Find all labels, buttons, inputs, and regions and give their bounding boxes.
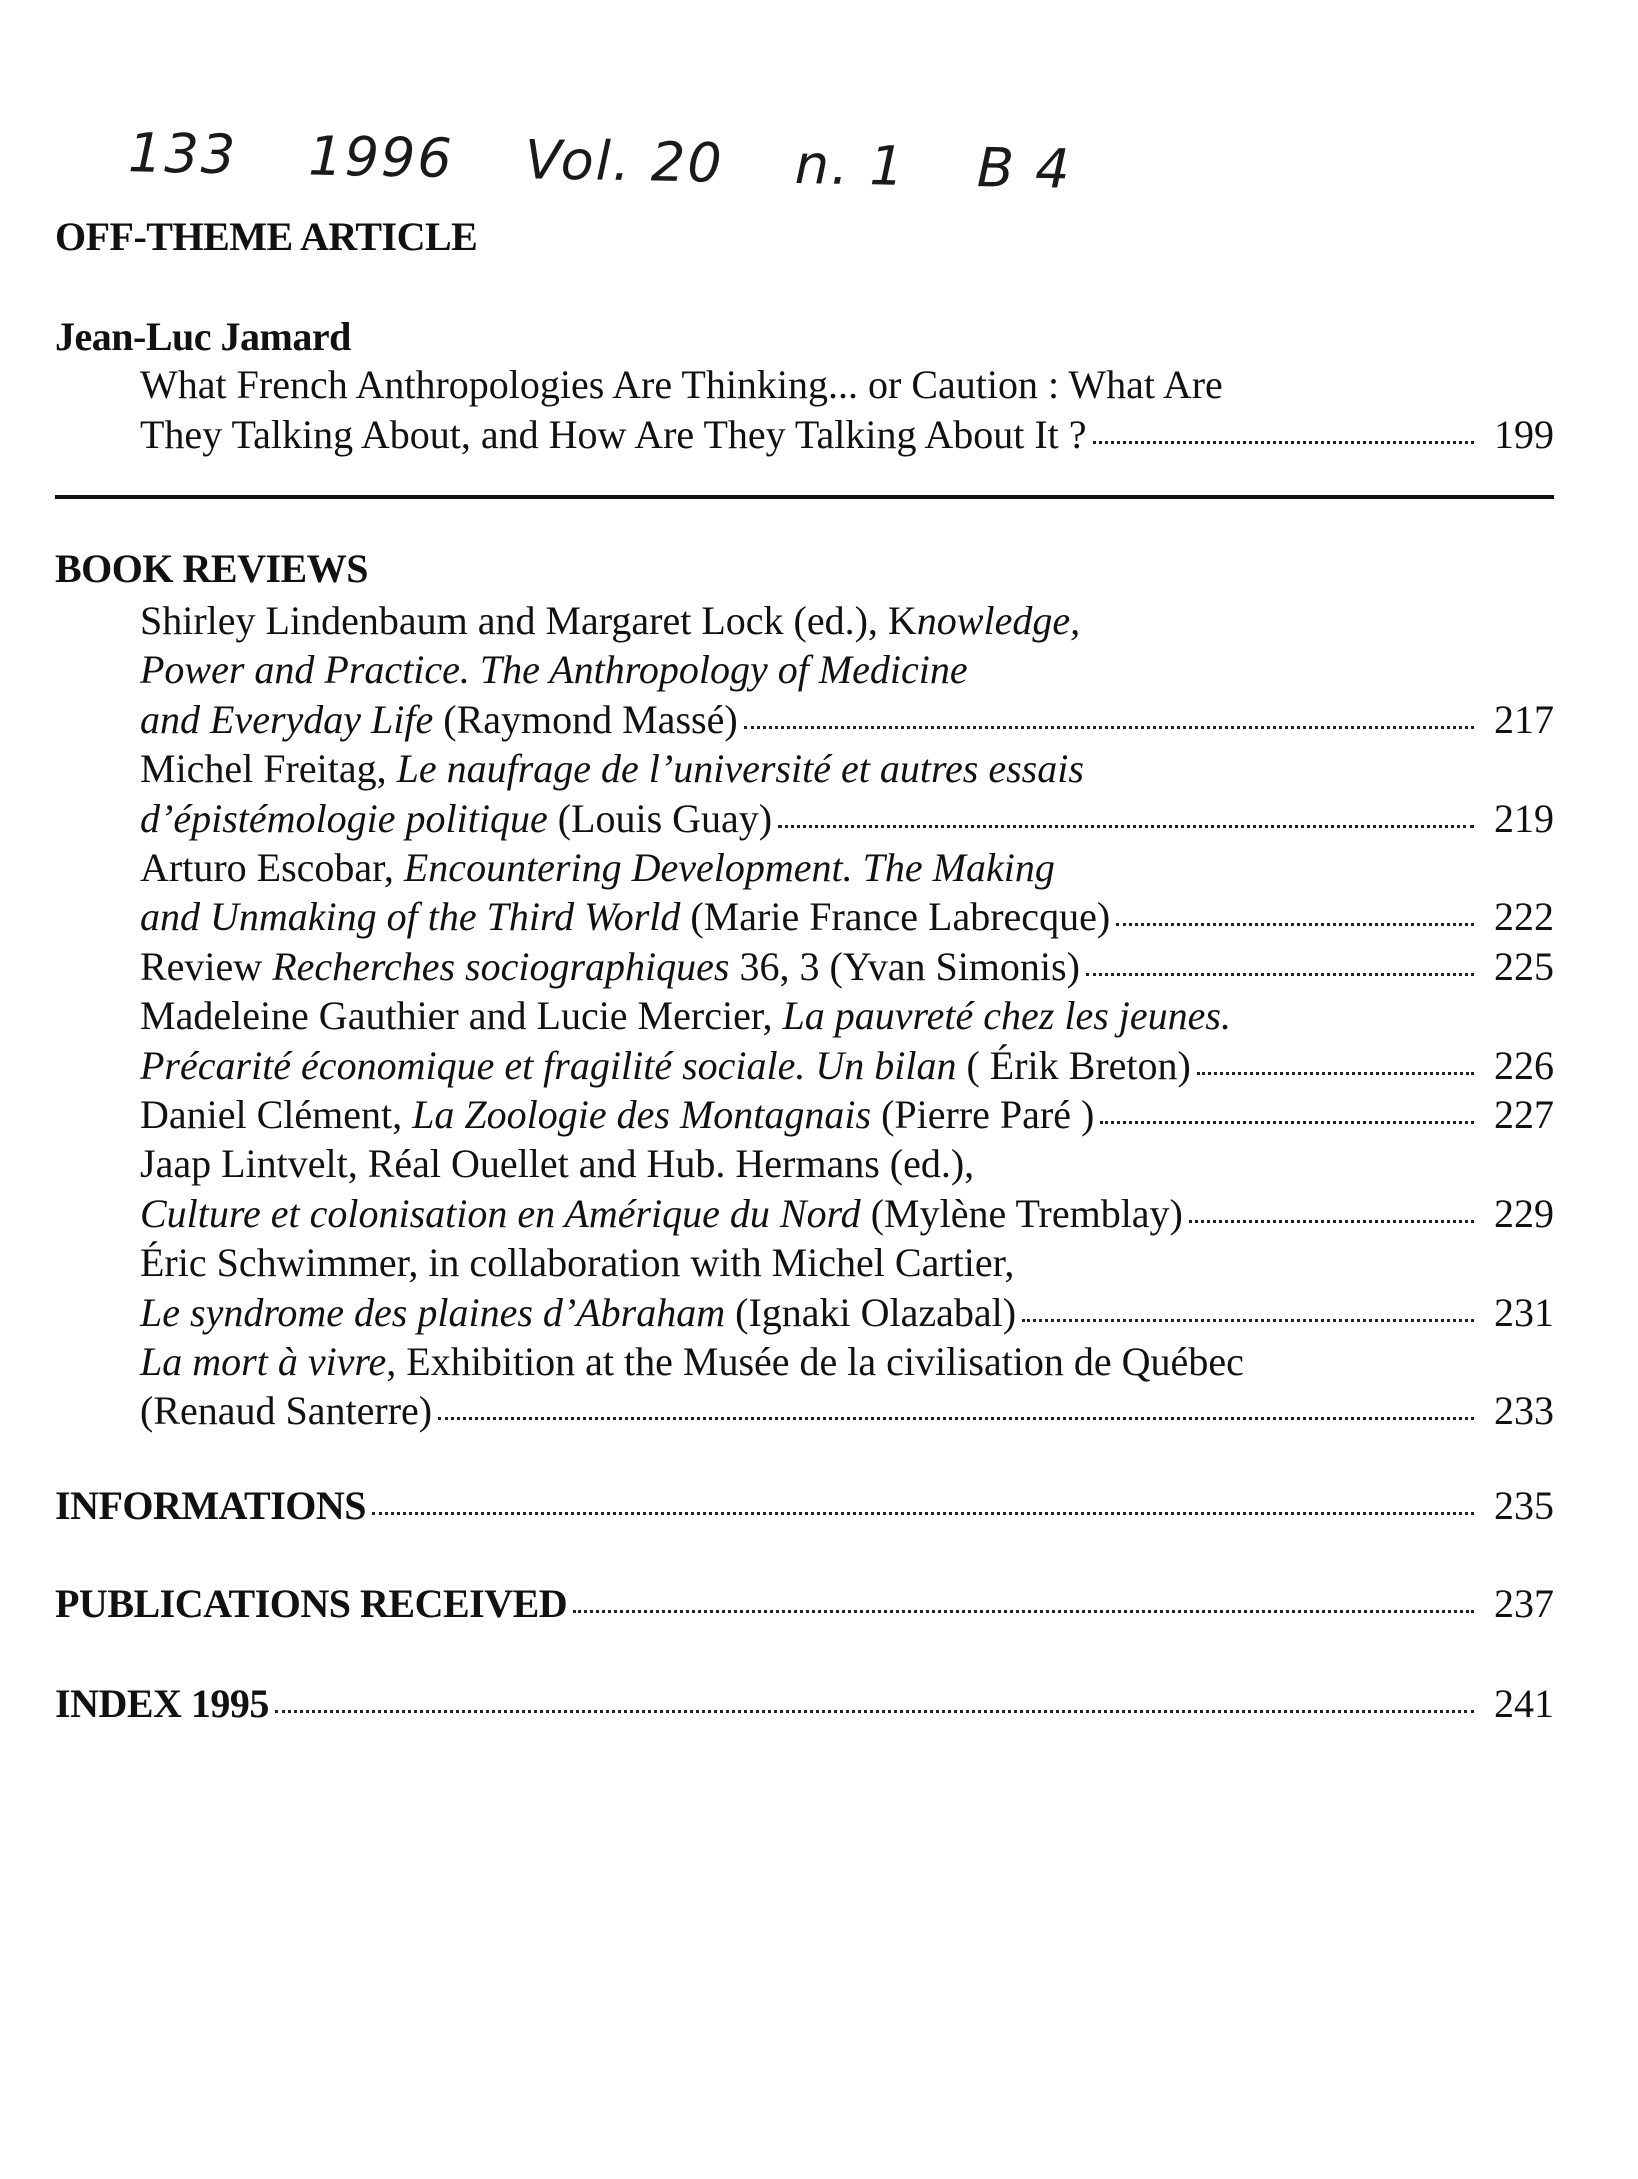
review-title-italic: Encountering Development. The Making (403, 845, 1055, 890)
review-reviewer: (Marie France Labrecque) (680, 894, 1111, 939)
review-line (140, 646, 1554, 694)
review-plain-text: Éric Schwimmer, in collaboration with Michel Cartier, (140, 1240, 1015, 1285)
off-theme-heading: OFF-THEME ARTICLE (55, 214, 478, 259)
review-text (140, 943, 1080, 991)
page-number: 241 (1494, 1681, 1554, 1726)
dot-leader (1093, 441, 1474, 444)
page-number: 235 (1494, 1483, 1554, 1528)
page-number: 222 (1494, 894, 1554, 939)
review-line (140, 1091, 1554, 1139)
review-title-italic: and Unmaking of the Third World (140, 894, 681, 939)
review-line (140, 597, 1554, 645)
dot-leader (1116, 923, 1474, 926)
review-line (140, 1289, 1554, 1337)
article-author: Jean-Luc Jamard (55, 314, 351, 359)
review-text (140, 745, 1084, 793)
review-plain-text: (Renaud Santerre) (140, 1388, 433, 1433)
toc-entry-label: INFORMATIONS (55, 1483, 367, 1528)
review-text (140, 597, 1080, 645)
book-reviews-heading: BOOK REVIEWS (55, 546, 368, 591)
review-text (140, 1042, 1191, 1090)
review-reviewer: (Pierre Paré ) (871, 1092, 1095, 1137)
review-text (140, 893, 1110, 941)
toc-entry-index (55, 1680, 1554, 1728)
review-text (140, 795, 772, 843)
review-line (140, 1140, 1554, 1188)
review-plain-text: Review (140, 944, 273, 989)
review-text (140, 696, 738, 744)
review-title-italic: La pauvreté chez les jeunes. (782, 993, 1231, 1038)
page-number: 231 (1494, 1290, 1554, 1335)
review-line (140, 1190, 1554, 1238)
review-title-italic: Le naufrage de l’université et autres essais (396, 746, 1084, 791)
dot-leader (1189, 1220, 1474, 1223)
review-line (140, 696, 1554, 744)
review-line (140, 943, 1554, 991)
review-title-italic: Recherches sociographiques (272, 944, 730, 989)
review-text (140, 1190, 1183, 1238)
toc-entry-informations (55, 1482, 1554, 1530)
review-plain-text: Madeleine Gauthier and Lucie Mercier, (140, 993, 783, 1038)
review-text (140, 1239, 1014, 1287)
review-line (140, 1042, 1554, 1090)
review-text (140, 1091, 1094, 1139)
dot-leader (778, 825, 1474, 828)
review-plain-text: Arturo Escobar, (140, 845, 404, 890)
review-reviewer: (Ignaki Olazabal) (725, 1290, 1017, 1335)
review-text (140, 1338, 1244, 1386)
review-reviewer: (Mylène Tremblay) (860, 1191, 1183, 1236)
page-number: 225 (1494, 944, 1554, 989)
review-line (140, 1239, 1554, 1287)
handwritten-call-number (128, 121, 1125, 201)
handwritten-part: B 4 (976, 136, 1073, 201)
page-number: 237 (1494, 1581, 1554, 1626)
review-text (140, 1387, 432, 1435)
toc-entry-label: PUBLICATIONS RECEIVED (55, 1581, 568, 1626)
review-title-italic: Le syndrome des plaines d’Abraham (140, 1290, 726, 1335)
page-number: 233 (1494, 1388, 1554, 1433)
dot-leader (573, 1610, 1474, 1613)
dot-leader (1022, 1319, 1474, 1322)
dot-leader (1100, 1121, 1474, 1124)
review-plain-text: Jaap Lintvelt, Réal Ouellet and Hub. Hermans (ed.), (140, 1141, 975, 1186)
review-plain-text: Michel Freitag, (140, 746, 397, 791)
review-line (140, 795, 1554, 843)
review-text (140, 1289, 1016, 1337)
page-number: 226 (1494, 1043, 1554, 1088)
handwritten-part: n. 1 (794, 132, 907, 198)
page-number: 219 (1494, 796, 1554, 841)
dot-leader (438, 1417, 1474, 1420)
review-line (140, 992, 1554, 1040)
review-line (140, 893, 1554, 941)
article-title-text: What French Anthropologies Are Thinking... or Caution : What Are (140, 362, 1223, 407)
review-line (140, 1338, 1554, 1386)
review-text (140, 992, 1231, 1040)
review-title-italic: La Zoologie des Montagnais (412, 1092, 872, 1137)
review-title-italic: Power and Practice. The Anthropology of Medicine (140, 647, 968, 692)
dot-leader (1197, 1072, 1474, 1075)
article-title-text: They Talking About, and How Are They Talking About It ? (140, 412, 1087, 457)
review-reviewer: ( Érik Breton) (956, 1043, 1191, 1088)
article-title-line-2 (140, 411, 1554, 459)
review-title-italic: d’épistémologie politique (140, 796, 548, 841)
toc-entry-label: INDEX 1995 (55, 1681, 269, 1726)
review-line (140, 1387, 1554, 1435)
review-plain-text: Daniel Clément, (140, 1092, 413, 1137)
toc-entry-publications-received (55, 1580, 1554, 1628)
review-title-italic: nowledge, (916, 598, 1081, 643)
handwritten-part: 133 (127, 121, 238, 187)
article-title-line-1 (140, 361, 1554, 409)
dot-leader (1086, 973, 1474, 976)
dot-leader (275, 1710, 1474, 1713)
review-title-italic: Culture et colonisation en Amérique du Nord (140, 1191, 861, 1236)
page-number: 229 (1494, 1191, 1554, 1236)
handwritten-part: 1996 (307, 124, 455, 190)
review-text (140, 1140, 974, 1188)
review-reviewer: (Raymond Massé) (433, 697, 738, 742)
review-reviewer: 36, 3 (Yvan Simonis) (729, 944, 1080, 989)
review-title-italic: Précarité économique et fragilité sociale. Un bilan (140, 1043, 957, 1088)
review-text (140, 844, 1055, 892)
review-reviewer: (Louis Guay) (547, 796, 773, 841)
review-reviewer: , Exhibition at the Musée de la civilisation de Québec (386, 1339, 1244, 1384)
page-number: 199 (1494, 412, 1554, 457)
review-plain-text: Shirley Lindenbaum and Margaret Lock (ed.), K (140, 598, 917, 643)
review-title-italic: La mort à vivre (140, 1339, 387, 1384)
review-text (140, 646, 968, 694)
dot-leader (372, 1512, 1474, 1515)
dot-leader (744, 726, 1474, 729)
section-divider (55, 495, 1554, 499)
review-line (140, 745, 1554, 793)
review-title-italic: and Everyday Life (140, 697, 434, 742)
handwritten-part: Vol. 20 (524, 128, 725, 195)
review-line (140, 844, 1554, 892)
page-number: 217 (1494, 697, 1554, 742)
page-number: 227 (1494, 1092, 1554, 1137)
